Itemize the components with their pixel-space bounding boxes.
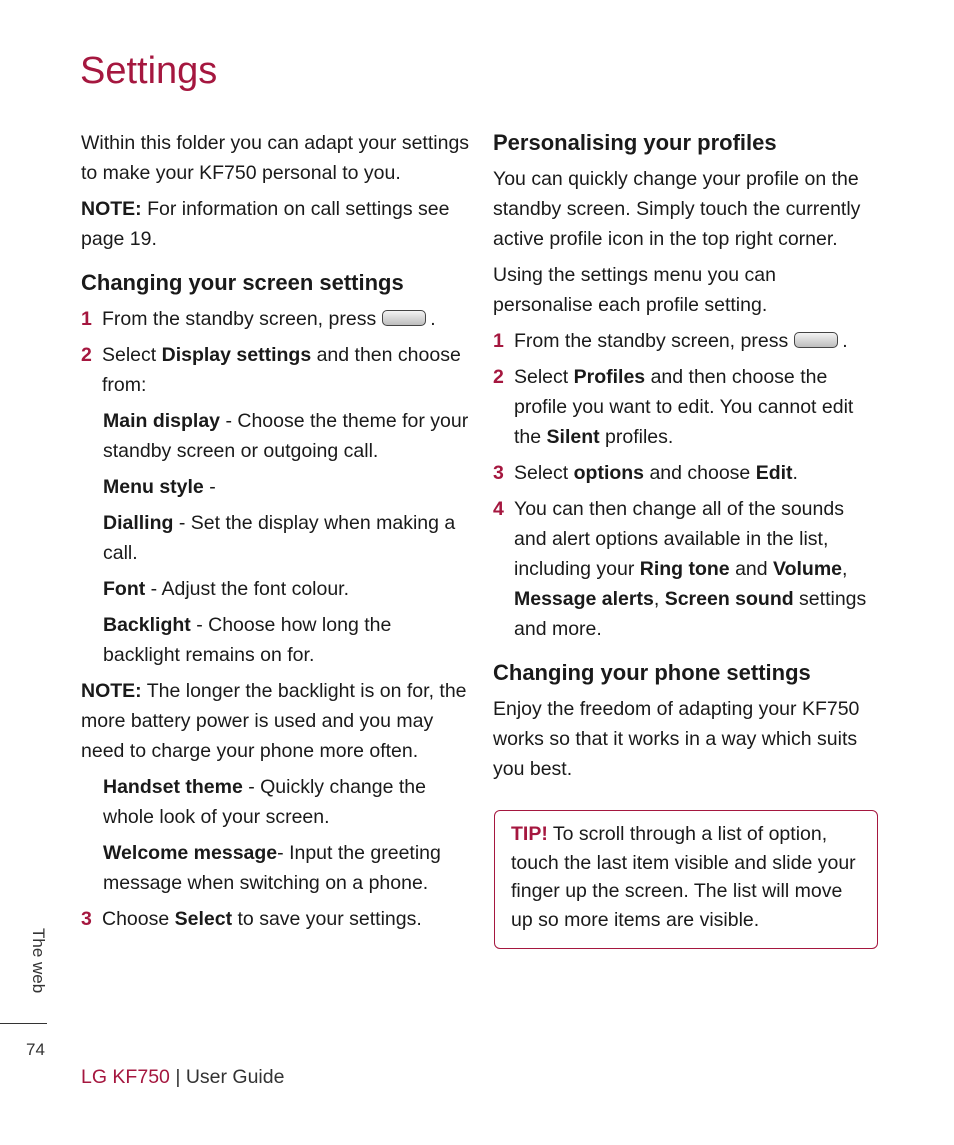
step-number: 2 — [81, 344, 92, 366]
step-keyword: Silent — [546, 426, 600, 448]
step-text-end: . — [430, 308, 436, 330]
option-main-display — [81, 406, 471, 466]
option-name: Main display — [103, 410, 221, 432]
heading-screen-settings: Changing your screen settings — [81, 270, 404, 295]
menu-key-icon — [794, 332, 838, 348]
step-keyword: Ring tone — [639, 558, 730, 580]
heading-phone-settings: Changing your phone settings — [493, 660, 811, 685]
tip-label: TIP! — [511, 823, 548, 845]
option-desc: - Adjust the font colour. — [145, 578, 350, 600]
step-text: From the standby screen, press — [514, 330, 789, 352]
step-text-end: and then choose from: — [102, 344, 461, 396]
option-name: Menu style — [103, 476, 204, 498]
phone-settings-paragraph: Enjoy the freedom of adapting your KF750 works so that it works in a way which suits you best. — [493, 698, 860, 780]
option-desc: - Input the greeting message when switching on a phone. — [103, 842, 441, 894]
step-text: Choose — [102, 908, 175, 930]
screen-step-1 — [81, 304, 471, 334]
note-text: For information on call settings see page 19. — [81, 198, 450, 250]
profile-step-2 — [493, 362, 873, 452]
note-backlight — [81, 676, 471, 766]
step-number: 1 — [493, 330, 504, 352]
option-desc: - Choose how long the backlight remains on for. — [103, 614, 392, 666]
step-text-end: to save your settings. — [232, 908, 422, 930]
page-title: Settings — [80, 50, 218, 92]
step-keyword: options — [573, 462, 645, 484]
step-number: 3 — [493, 462, 504, 484]
option-handset-theme — [81, 772, 471, 832]
step-text-end: . — [842, 330, 848, 352]
step-text-mid: and then choose the profile you want to edit. You cannot edit the — [514, 366, 854, 448]
right-column — [493, 128, 873, 790]
note-call-settings — [81, 194, 471, 254]
option-menu-style — [81, 472, 471, 502]
tip-box — [494, 810, 878, 949]
option-backlight — [81, 610, 471, 670]
footer-guide: User Guide — [185, 1066, 285, 1088]
option-welcome-message — [81, 838, 471, 898]
step-keyword: Screen sound — [664, 588, 794, 610]
heading-profiles: Personalising your profiles — [493, 130, 777, 155]
option-desc: - Choose the theme for your standby screen or outgoing call. — [103, 410, 469, 462]
profile-step-1 — [493, 326, 873, 356]
profile-step-4 — [493, 494, 873, 644]
step-keyword: Message alerts — [514, 588, 654, 610]
step-keyword: Edit — [755, 462, 793, 484]
step-text: Select — [102, 344, 162, 366]
step-keyword: Volume — [773, 558, 843, 580]
step-text: Select — [514, 462, 574, 484]
intro-paragraph: Within this folder you can adapt your settings to make your KF750 personal to you. — [81, 132, 470, 184]
note-label: NOTE: — [81, 198, 142, 220]
screen-step-2 — [81, 340, 471, 400]
option-desc: - — [203, 476, 216, 498]
step-text-mid: , — [842, 558, 848, 580]
option-name: Backlight — [103, 614, 191, 636]
tip-text: To scroll through a list of option, touch the last item visible and slide your finger up the screen. The list will move up so more items are visible. — [511, 823, 856, 931]
option-desc: - Quickly change the whole look of your screen. — [103, 776, 426, 828]
step-text: From the standby screen, press — [102, 308, 377, 330]
section-side-label: The web — [29, 928, 48, 994]
note-text: The longer the backlight is on for, the more battery power is used and you may need to charge your phone more often. — [81, 680, 467, 762]
profiles-paragraph-1: You can quickly change your profile on the standby screen. Simply touch the currently active profile icon in the top right corner. — [493, 168, 861, 250]
option-font — [81, 574, 471, 604]
option-name: Handset theme — [103, 776, 243, 798]
menu-key-icon — [382, 310, 426, 326]
note-label: NOTE: — [81, 680, 142, 702]
step-keyword: Profiles — [573, 366, 646, 388]
option-name: Font — [103, 578, 146, 600]
step-number: 1 — [81, 308, 92, 330]
step-text-mid: , — [653, 588, 665, 610]
screen-step-3 — [81, 904, 471, 934]
page-number: 74 — [26, 1040, 45, 1059]
step-keyword: Display settings — [161, 344, 312, 366]
side-divider — [0, 1023, 47, 1024]
option-name: Welcome message — [103, 842, 278, 864]
footer — [81, 1066, 284, 1089]
step-text: Select — [514, 366, 574, 388]
footer-separator: | — [175, 1066, 181, 1088]
step-keyword: Select — [174, 908, 233, 930]
left-column — [81, 128, 471, 940]
option-desc: - Set the display when making a call. — [103, 512, 456, 564]
profile-step-3 — [493, 458, 873, 488]
option-dialling — [81, 508, 471, 568]
footer-model: LG KF750 — [81, 1066, 170, 1088]
step-number: 2 — [493, 366, 504, 388]
step-text-mid: and — [729, 558, 774, 580]
step-number: 3 — [81, 908, 92, 930]
step-text-end: . — [792, 462, 798, 484]
step-text: You can then change all of the sounds and alert options available in the list, including your — [514, 498, 844, 580]
step-text-end: settings and more. — [514, 588, 867, 640]
profiles-paragraph-2: Using the settings menu you can personalise each profile setting. — [493, 264, 776, 316]
option-name: Dialling — [103, 512, 174, 534]
step-text-end: profiles. — [599, 426, 674, 448]
step-text-mid: and choose — [644, 462, 756, 484]
step-number: 4 — [493, 498, 504, 520]
